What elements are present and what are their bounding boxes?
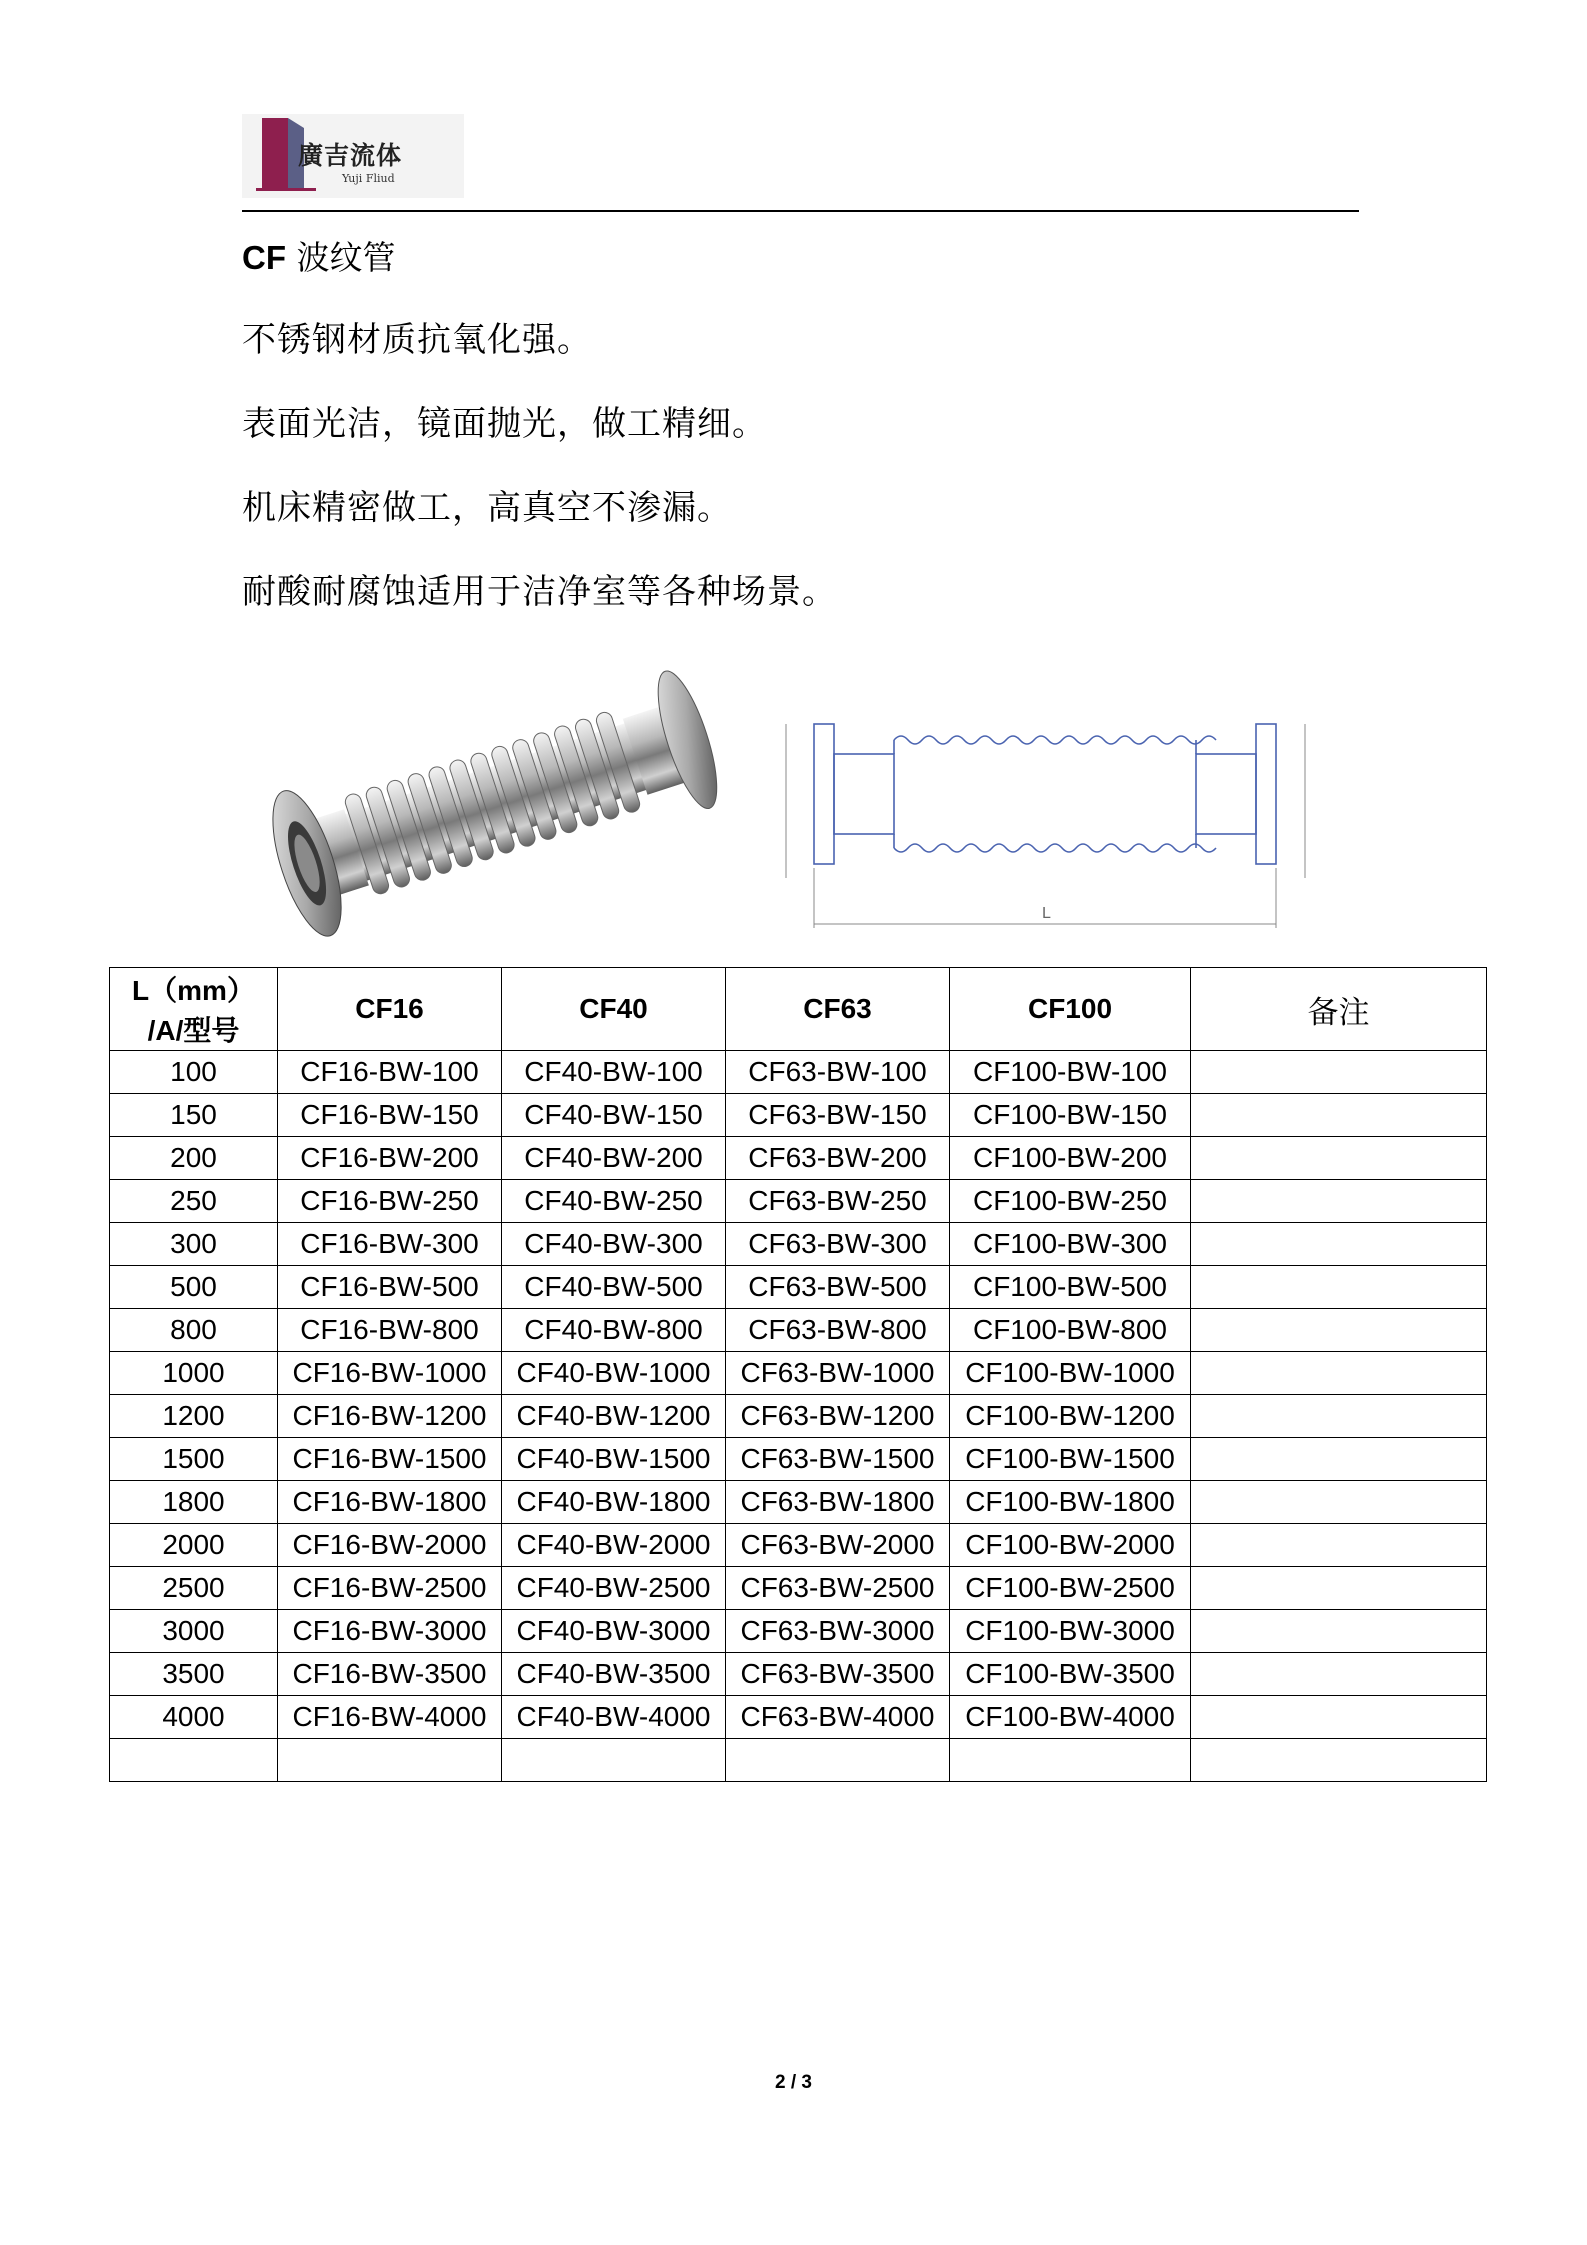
length-cell: 300 xyxy=(110,1223,278,1266)
length-cell: 4000 xyxy=(110,1696,278,1739)
length-cell: 500 xyxy=(110,1266,278,1309)
cf40-cell: CF40-BW-2000 xyxy=(502,1524,726,1567)
header-cf100: CF100 xyxy=(950,968,1191,1051)
cf100-cell: CF100-BW-100 xyxy=(950,1051,1191,1094)
cf16-cell: CF16-BW-150 xyxy=(278,1094,502,1137)
table-row xyxy=(110,1739,1487,1782)
remark-cell xyxy=(1191,1223,1487,1266)
remark-cell xyxy=(1191,1567,1487,1610)
cf40-cell: CF40-BW-1200 xyxy=(502,1395,726,1438)
cf16-cell: CF16-BW-800 xyxy=(278,1309,502,1352)
remark-cell xyxy=(1191,1094,1487,1137)
cf40-cell: CF40-BW-300 xyxy=(502,1223,726,1266)
remark-cell xyxy=(1191,1051,1487,1094)
cf100-cell xyxy=(950,1739,1191,1782)
length-cell: 100 xyxy=(110,1051,278,1094)
cf100-cell: CF100-BW-200 xyxy=(950,1137,1191,1180)
cf16-cell: CF16-BW-1200 xyxy=(278,1395,502,1438)
remark-cell xyxy=(1191,1352,1487,1395)
length-cell: 200 xyxy=(110,1137,278,1180)
cf63-cell: CF63-BW-300 xyxy=(726,1223,950,1266)
cf63-cell: CF63-BW-1200 xyxy=(726,1395,950,1438)
page-title xyxy=(242,232,396,279)
cf16-cell: CF16-BW-100 xyxy=(278,1051,502,1094)
cf63-cell: CF63-BW-500 xyxy=(726,1266,950,1309)
cf63-cell: CF63-BW-200 xyxy=(726,1137,950,1180)
cf100-cell: CF100-BW-3000 xyxy=(950,1610,1191,1653)
cf63-cell: CF63-BW-150 xyxy=(726,1094,950,1137)
cf100-cell: CF100-BW-3500 xyxy=(950,1653,1191,1696)
table-row xyxy=(110,1223,1487,1266)
cf40-cell: CF40-BW-500 xyxy=(502,1266,726,1309)
title-prefix: CF xyxy=(242,239,286,276)
length-cell: 250 xyxy=(110,1180,278,1223)
company-logo xyxy=(242,114,464,198)
table-row xyxy=(110,1180,1487,1223)
cf100-cell: CF100-BW-250 xyxy=(950,1180,1191,1223)
cf40-cell: CF40-BW-4000 xyxy=(502,1696,726,1739)
cf40-cell: CF40-BW-800 xyxy=(502,1309,726,1352)
length-cell: 800 xyxy=(110,1309,278,1352)
cf16-cell: CF16-BW-2000 xyxy=(278,1524,502,1567)
cf16-cell: CF16-BW-1500 xyxy=(278,1438,502,1481)
page-number: 2 / 3 xyxy=(775,2072,812,2093)
cf100-cell: CF100-BW-1000 xyxy=(950,1352,1191,1395)
header-cf63: CF63 xyxy=(726,968,950,1051)
cf63-cell xyxy=(726,1739,950,1782)
cf100-cell: CF100-BW-2000 xyxy=(950,1524,1191,1567)
table-row xyxy=(110,1696,1487,1739)
remark-cell xyxy=(1191,1309,1487,1352)
length-cell: 1000 xyxy=(110,1352,278,1395)
length-cell: 2500 xyxy=(110,1567,278,1610)
cf100-cell: CF100-BW-2500 xyxy=(950,1567,1191,1610)
table-row xyxy=(110,1481,1487,1524)
cf16-cell: CF16-BW-2500 xyxy=(278,1567,502,1610)
length-cell: 3000 xyxy=(110,1610,278,1653)
remark-cell xyxy=(1191,1438,1487,1481)
cf16-cell: CF16-BW-200 xyxy=(278,1137,502,1180)
cf16-cell: CF16-BW-250 xyxy=(278,1180,502,1223)
cf100-cell: CF100-BW-500 xyxy=(950,1266,1191,1309)
remark-cell xyxy=(1191,1481,1487,1524)
length-cell: 1200 xyxy=(110,1395,278,1438)
table-header-row xyxy=(110,968,1487,1051)
cf40-cell: CF40-BW-3000 xyxy=(502,1610,726,1653)
remark-cell xyxy=(1191,1137,1487,1180)
length-cell: 3500 xyxy=(110,1653,278,1696)
remark-cell xyxy=(1191,1653,1487,1696)
table-row xyxy=(110,1524,1487,1567)
remark-cell xyxy=(1191,1696,1487,1739)
header-length-line2: /A/型号 xyxy=(147,1015,240,1046)
table-row xyxy=(110,1137,1487,1180)
model-spec-table xyxy=(109,967,1487,1782)
bellows-technical-drawing xyxy=(780,718,1330,938)
remark-cell xyxy=(1191,1266,1487,1309)
cf63-cell: CF63-BW-100 xyxy=(726,1051,950,1094)
remark-cell xyxy=(1191,1524,1487,1567)
header-cf40: CF40 xyxy=(502,968,726,1051)
cf16-cell: CF16-BW-300 xyxy=(278,1223,502,1266)
feature-line-3: 机床精密做工，高真空不渗漏。 xyxy=(242,488,732,528)
bellows-product-image xyxy=(242,650,762,940)
table-row xyxy=(110,1610,1487,1653)
feature-line-4: 耐酸耐腐蚀适用于洁净室等各种场景。 xyxy=(242,572,837,612)
length-cell: 1800 xyxy=(110,1481,278,1524)
cf63-cell: CF63-BW-250 xyxy=(726,1180,950,1223)
length-cell: 2000 xyxy=(110,1524,278,1567)
cf40-cell: CF40-BW-3500 xyxy=(502,1653,726,1696)
cf63-cell: CF63-BW-1000 xyxy=(726,1352,950,1395)
cf63-cell: CF63-BW-1800 xyxy=(726,1481,950,1524)
cf16-cell: CF16-BW-4000 xyxy=(278,1696,502,1739)
feature-line-2: 表面光洁，镜面抛光，做工精细。 xyxy=(242,404,767,444)
cf63-cell: CF63-BW-2000 xyxy=(726,1524,950,1567)
header-remark: 备注 xyxy=(1191,968,1487,1051)
cf100-cell: CF100-BW-1200 xyxy=(950,1395,1191,1438)
cf16-cell: CF16-BW-3500 xyxy=(278,1653,502,1696)
cf63-cell: CF63-BW-800 xyxy=(726,1309,950,1352)
cf40-cell: CF40-BW-100 xyxy=(502,1051,726,1094)
table-row xyxy=(110,1266,1487,1309)
remark-cell xyxy=(1191,1739,1487,1782)
cf16-cell: CF16-BW-1800 xyxy=(278,1481,502,1524)
dimension-label: L xyxy=(1042,905,1051,922)
table-row xyxy=(110,1395,1487,1438)
logo-subtitle: Yuji Fliud xyxy=(342,172,395,185)
cf100-cell: CF100-BW-4000 xyxy=(950,1696,1191,1739)
table-row xyxy=(110,1051,1487,1094)
cf63-cell: CF63-BW-3500 xyxy=(726,1653,950,1696)
cf16-cell: CF16-BW-500 xyxy=(278,1266,502,1309)
header-length-line1: L（mm） xyxy=(132,975,255,1006)
header-cf16: CF16 xyxy=(278,968,502,1051)
cf40-cell: CF40-BW-200 xyxy=(502,1137,726,1180)
cf100-cell: CF100-BW-800 xyxy=(950,1309,1191,1352)
cf16-cell xyxy=(278,1739,502,1782)
cf40-cell: CF40-BW-2500 xyxy=(502,1567,726,1610)
cf40-cell: CF40-BW-1800 xyxy=(502,1481,726,1524)
cf63-cell: CF63-BW-1500 xyxy=(726,1438,950,1481)
length-cell: 150 xyxy=(110,1094,278,1137)
cf63-cell: CF63-BW-2500 xyxy=(726,1567,950,1610)
header-length-model xyxy=(110,968,278,1051)
cf40-cell: CF40-BW-1000 xyxy=(502,1352,726,1395)
cf40-cell xyxy=(502,1739,726,1782)
cf63-cell: CF63-BW-4000 xyxy=(726,1696,950,1739)
cf40-cell: CF40-BW-250 xyxy=(502,1180,726,1223)
table-row xyxy=(110,1438,1487,1481)
length-cell xyxy=(110,1739,278,1782)
remark-cell xyxy=(1191,1180,1487,1223)
cf100-cell: CF100-BW-1500 xyxy=(950,1438,1191,1481)
feature-line-1: 不锈钢材质抗氧化强。 xyxy=(242,320,592,360)
cf40-cell: CF40-BW-150 xyxy=(502,1094,726,1137)
table-row xyxy=(110,1653,1487,1696)
cf100-cell: CF100-BW-1800 xyxy=(950,1481,1191,1524)
cf100-cell: CF100-BW-150 xyxy=(950,1094,1191,1137)
remark-cell xyxy=(1191,1610,1487,1653)
cf40-cell: CF40-BW-1500 xyxy=(502,1438,726,1481)
logo-name: 廣吉流体 xyxy=(298,141,403,170)
table-row xyxy=(110,1352,1487,1395)
cf63-cell: CF63-BW-3000 xyxy=(726,1610,950,1653)
title-text: 波纹管 xyxy=(286,238,396,277)
cf100-cell: CF100-BW-300 xyxy=(950,1223,1191,1266)
table-row xyxy=(110,1094,1487,1137)
cf16-cell: CF16-BW-3000 xyxy=(278,1610,502,1653)
header-divider xyxy=(242,210,1359,212)
cf16-cell: CF16-BW-1000 xyxy=(278,1352,502,1395)
length-cell: 1500 xyxy=(110,1438,278,1481)
table-row xyxy=(110,1309,1487,1352)
remark-cell xyxy=(1191,1395,1487,1438)
table-row xyxy=(110,1567,1487,1610)
